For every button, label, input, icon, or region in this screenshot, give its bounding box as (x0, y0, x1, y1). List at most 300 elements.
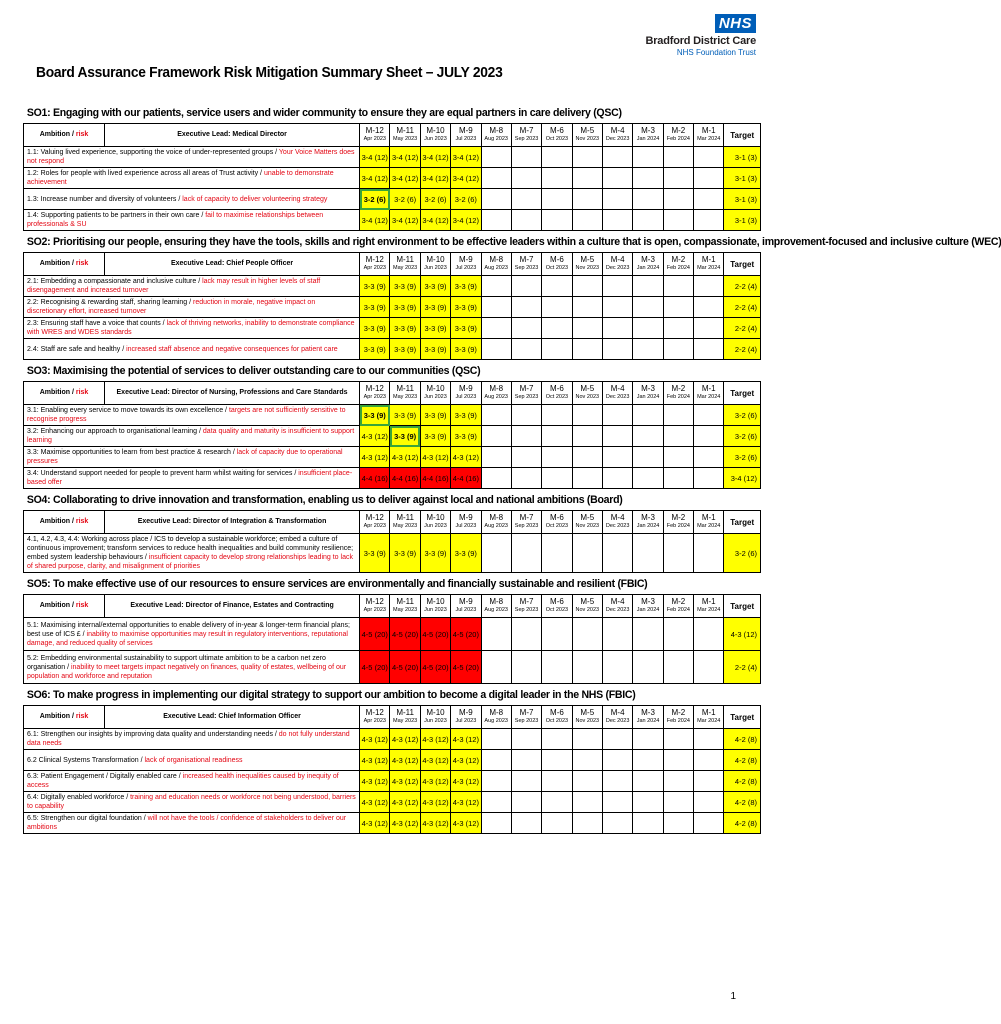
month-code: M-6 (550, 513, 564, 522)
objective-text: 3.3: Maximise opportunities to learn from best practice & research / (27, 449, 237, 456)
risk-text: data quality and maturity is insufficient to support learning (27, 428, 355, 444)
risk-description (24, 276, 360, 297)
risk-score (633, 468, 663, 489)
month-header (602, 382, 632, 405)
risk-table (23, 381, 761, 489)
risk-score (602, 729, 632, 750)
month-date: Jul 2023 (455, 607, 477, 613)
objective-text: 6.5: Strengthen our digital foundation / (27, 815, 148, 822)
risk-score: 4-3 (12) (360, 792, 390, 813)
risk-score: 4-5 (20) (420, 651, 450, 684)
risk-score (633, 651, 663, 684)
risk-score (633, 276, 663, 297)
risk-score (572, 468, 602, 489)
month-code: M-12 (365, 708, 384, 717)
risk-score (542, 210, 572, 231)
month-header (542, 124, 572, 147)
risk-score (481, 813, 511, 834)
risk-text: lack of capacity due to operational pressures (27, 449, 343, 465)
target-score: 4-2 (8) (724, 729, 761, 750)
risk-score: 3-3 (9) (420, 297, 450, 318)
target-score: 2-2 (4) (724, 276, 761, 297)
risk-score (481, 189, 511, 210)
risk-score: 4-3 (12) (451, 447, 481, 468)
risk-score (602, 771, 632, 792)
month-code: M-11 (396, 513, 414, 522)
risk-description (24, 189, 360, 210)
risk-score: 4-3 (12) (360, 750, 390, 771)
risk-score (602, 210, 632, 231)
month-code: M-3 (641, 597, 655, 606)
risk-score (602, 792, 632, 813)
risk-score (694, 534, 724, 573)
month-code: M-7 (519, 513, 534, 522)
target-header: Target (724, 595, 761, 618)
risk-row (24, 297, 761, 318)
month-header (481, 706, 511, 729)
month-header (572, 124, 602, 147)
risk-score: 4-4 (16) (420, 468, 450, 489)
month-code: M-12 (365, 126, 384, 135)
month-date: Nov 2023 (575, 265, 600, 271)
risk-text: lack of organisational readiness (144, 756, 243, 764)
nhs-logo-mark: NHS (715, 14, 756, 33)
risk-score (542, 447, 572, 468)
month-code: M-6 (550, 708, 564, 717)
risk-score: 3-3 (9) (360, 318, 390, 339)
risk-score (542, 276, 572, 297)
month-header (663, 706, 693, 729)
risk-score (572, 168, 602, 189)
month-code: M-12 (365, 513, 384, 522)
ambition-label-cell (24, 595, 105, 617)
month-date: Mar 2024 (697, 265, 721, 271)
risk-description (24, 447, 360, 468)
risk-row (24, 651, 761, 684)
ambition-label-cell (24, 511, 105, 533)
month-header (542, 706, 572, 729)
month-header (360, 124, 390, 147)
risk-score (633, 792, 663, 813)
section-heading: SO6: To make progress in implementing our digital strategy to support our ambition to become a digital leader in the NHS (FBIC) (26, 689, 636, 701)
risk-score: 3-3 (9) (451, 405, 481, 426)
month-code: M-6 (550, 384, 564, 393)
target-score: 3-2 (6) (724, 426, 761, 447)
header-row (24, 595, 761, 618)
month-header (451, 382, 481, 405)
risk-score (694, 147, 724, 168)
month-date: Dec 2023 (605, 607, 630, 613)
month-header (390, 124, 420, 147)
month-header (481, 253, 511, 276)
risk-score: 3-3 (9) (360, 339, 390, 360)
risk-score (663, 339, 693, 360)
month-date: Dec 2023 (605, 718, 630, 724)
month-header (360, 511, 390, 534)
month-code: M-12 (365, 384, 384, 393)
month-code: M-3 (641, 384, 655, 393)
risk-score: 4-3 (12) (420, 813, 450, 834)
objective-text: 6.2 Clinical Systems Transformation / (27, 756, 145, 764)
month-date: Apr 2023 (363, 523, 386, 529)
risk-score (542, 651, 572, 684)
header-row (24, 253, 761, 276)
month-date: Apr 2023 (363, 718, 386, 724)
target-score: 2-2 (4) (724, 651, 761, 684)
month-header (390, 595, 420, 618)
target-header: Target (724, 253, 761, 276)
risk-score: 3-3 (9) (390, 297, 420, 318)
objective-text: 2.3: Ensuring staff have a voice that counts / (27, 320, 167, 327)
month-code: M-2 (671, 597, 686, 606)
risk-score (633, 147, 663, 168)
month-date: Mar 2024 (697, 394, 721, 400)
risk-score (694, 276, 724, 297)
month-header (420, 511, 450, 534)
risk-score: 3-3 (9) (420, 339, 450, 360)
month-date: Jul 2023 (455, 394, 477, 400)
risk-score (694, 426, 724, 447)
month-header (511, 253, 541, 276)
month-header (420, 253, 450, 276)
month-code: M-4 (610, 513, 625, 522)
risk-score (511, 318, 541, 339)
risk-score: 3-4 (12) (360, 210, 390, 231)
month-date: Sep 2023 (514, 607, 539, 613)
month-code: M-5 (580, 126, 595, 135)
risk-score (694, 750, 724, 771)
risk-row (24, 534, 761, 573)
objective-text: 2.4: Staff are safe and healthy / (27, 345, 127, 353)
risk-score: 4-3 (12) (420, 729, 450, 750)
risk-score (481, 426, 511, 447)
month-code: M-10 (426, 126, 445, 135)
target-score: 4-2 (8) (724, 750, 761, 771)
risk-text: inability to maximise opportunities may result in regulatory interventions, reputational damage, and reduced quality of services (27, 630, 348, 647)
risk-score (602, 168, 632, 189)
month-date: Dec 2023 (605, 523, 630, 529)
risk-table (23, 252, 761, 360)
month-header (694, 253, 724, 276)
month-code: M-4 (610, 597, 625, 606)
month-code: M-11 (396, 597, 414, 606)
risk-score (511, 189, 541, 210)
risk-text: insufficient capacity to develop strong relationships leading to lack of shared purpose, clarity, and misalignment of priorities (27, 554, 353, 570)
risk-description (24, 729, 360, 750)
ambition-risk-header (24, 124, 360, 147)
risk-score: 4-3 (12) (451, 729, 481, 750)
risk-score (572, 447, 602, 468)
month-header (360, 706, 390, 729)
month-code: M-2 (671, 126, 686, 135)
objective-text: 2.2: Recognising & rewarding staff, sharing learning / (27, 299, 194, 306)
month-code: M-1 (701, 384, 716, 393)
risk-score (663, 276, 693, 297)
month-date: Jul 2023 (455, 718, 477, 724)
month-header (572, 382, 602, 405)
risk-score: 4-3 (12) (360, 426, 390, 447)
risk-score (602, 189, 632, 210)
month-code: M-11 (396, 255, 414, 264)
month-header (360, 595, 390, 618)
target-score: 4-2 (8) (724, 813, 761, 834)
risk-row (24, 147, 761, 168)
ambition-risk-header (24, 595, 360, 618)
month-header (663, 124, 693, 147)
month-code: M-6 (550, 126, 564, 135)
month-code: M-2 (671, 708, 686, 717)
month-header (572, 253, 602, 276)
executive-lead: Executive Lead: Medical Director (177, 131, 287, 138)
risk-score (694, 318, 724, 339)
risk-score (542, 339, 572, 360)
risk-description (24, 168, 360, 189)
risk-score (481, 534, 511, 573)
month-date: Apr 2023 (363, 607, 386, 613)
risk-score (572, 792, 602, 813)
risk-score (633, 729, 663, 750)
ambition-label: Ambition / (39, 602, 74, 609)
risk-text: targets are not sufficiently sensitive to recognise progress (27, 407, 346, 423)
month-header (511, 595, 541, 618)
risk-score: 3-2 (6) (360, 189, 390, 210)
risk-table (23, 594, 761, 684)
month-date: Apr 2023 (363, 136, 386, 142)
target-score: 3-1 (3) (724, 147, 761, 168)
objective-text: 6.1: Strengthen our insights by improving data quality and understanding needs / (27, 731, 279, 738)
month-date: Nov 2023 (575, 523, 600, 529)
risk-score: 4-3 (12) (451, 750, 481, 771)
risk-score: 4-3 (12) (451, 792, 481, 813)
risk-score: 3-4 (12) (390, 168, 420, 189)
risk-score (542, 147, 572, 168)
risk-description (24, 339, 360, 360)
risk-row (24, 426, 761, 447)
month-code: M-5 (580, 597, 595, 606)
risk-score (511, 276, 541, 297)
target-score: 3-1 (3) (724, 168, 761, 189)
risk-score: 3-3 (9) (390, 405, 420, 426)
month-header (451, 511, 481, 534)
month-header (663, 382, 693, 405)
risk-score (481, 168, 511, 189)
risk-score (694, 771, 724, 792)
risk-score (481, 210, 511, 231)
risk-score: 3-4 (12) (451, 147, 481, 168)
month-date: Jul 2023 (455, 523, 477, 529)
month-code: M-7 (519, 384, 534, 393)
risk-row (24, 405, 761, 426)
month-date: Sep 2023 (514, 265, 539, 271)
month-date: Sep 2023 (514, 394, 539, 400)
month-date: May 2023 (393, 136, 418, 142)
risk-text: insufficient place-based offer (27, 470, 353, 486)
month-code: M-3 (641, 255, 655, 264)
risk-score: 4-5 (20) (360, 651, 390, 684)
risk-score (481, 468, 511, 489)
risk-text: inability to meet targets impact negatively on finances, quality of estates, wellbeing of our population and workforce and reputation (27, 663, 347, 680)
risk-score: 4-5 (20) (360, 618, 390, 651)
nhs-logo (616, 14, 756, 57)
ambition-label-cell (24, 706, 105, 728)
target-score: 2-2 (4) (724, 339, 761, 360)
objective-text: 3.4: Understand support needed for people to prevent harm whilst waiting for services / (27, 470, 299, 477)
risk-score (663, 792, 693, 813)
month-header (633, 706, 663, 729)
risk-score: 4-3 (12) (451, 813, 481, 834)
month-header (390, 253, 420, 276)
month-date: Dec 2023 (605, 136, 630, 142)
month-code: M-1 (701, 708, 716, 717)
month-header (602, 511, 632, 534)
risk-score (572, 771, 602, 792)
risk-score (542, 813, 572, 834)
risk-score (694, 189, 724, 210)
risk-score: 3-4 (12) (451, 168, 481, 189)
risk-score (663, 771, 693, 792)
risk-score: 3-3 (9) (420, 318, 450, 339)
section-heading: SO5: To make effective use of our resources to ensure services are environmentally and financially sustainable and resilient (FBIC) (26, 578, 648, 590)
risk-score (481, 651, 511, 684)
risk-label: risk (73, 260, 89, 267)
ambition-label-cell (24, 124, 105, 146)
month-date: Jun 2023 (424, 718, 447, 724)
risk-description (24, 468, 360, 489)
month-date: May 2023 (393, 265, 418, 271)
risk-score (663, 168, 693, 189)
risk-score (511, 750, 541, 771)
ambition-risk-header (24, 706, 360, 729)
risk-score (602, 534, 632, 573)
risk-score (481, 297, 511, 318)
executive-lead: Executive Lead: Chief Information Officer (163, 713, 301, 720)
risk-score (481, 276, 511, 297)
risk-score (663, 534, 693, 573)
month-header (602, 706, 632, 729)
month-header (511, 124, 541, 147)
risk-description (24, 297, 360, 318)
executive-lead: Executive Lead: Director of Nursing, Professions and Care Standards (116, 389, 348, 396)
ambition-label: Ambition / (39, 260, 74, 267)
risk-score (572, 750, 602, 771)
month-date: Oct 2023 (545, 523, 569, 529)
risk-score (633, 813, 663, 834)
risk-text: lack of thriving networks, inability to demonstrate compliance with WRES and WDES standards (27, 320, 355, 336)
objective-text: 1.4: Supporting patients to be partners in their own care / (27, 212, 206, 219)
month-date: Dec 2023 (605, 394, 630, 400)
org-name: Bradford District Care (645, 35, 756, 47)
month-header (511, 706, 541, 729)
ambition-risk-header (24, 382, 360, 405)
risk-score (542, 168, 572, 189)
month-date: Aug 2023 (484, 265, 508, 271)
month-date: Aug 2023 (484, 523, 508, 529)
risk-score: 4-4 (16) (451, 468, 481, 489)
risk-text: training and education needs or workforce not being understood, barriers to capability (27, 794, 356, 810)
risk-score (511, 468, 541, 489)
risk-score (663, 297, 693, 318)
target-score: 3-1 (3) (724, 210, 761, 231)
month-header (420, 595, 450, 618)
risk-score (542, 426, 572, 447)
objective-text: 6.4: Digitally enabled workforce / (27, 794, 131, 801)
risk-description (24, 318, 360, 339)
risk-description (24, 147, 360, 168)
risk-score (511, 651, 541, 684)
risk-score (602, 618, 632, 651)
risk-score (572, 534, 602, 573)
risk-text: fail to maximise relationships between professionals & SU (27, 212, 324, 228)
risk-score (481, 147, 511, 168)
month-code: M-10 (426, 513, 445, 522)
month-code: M-9 (458, 708, 473, 717)
month-date: Sep 2023 (514, 523, 539, 529)
month-code: M-9 (458, 126, 473, 135)
month-date: Feb 2024 (666, 718, 690, 724)
month-date: Jun 2023 (424, 136, 447, 142)
month-date: Mar 2024 (697, 523, 721, 529)
risk-score (511, 297, 541, 318)
risk-description (24, 792, 360, 813)
risk-score (542, 297, 572, 318)
ambition-label: Ambition / (39, 131, 74, 138)
page-number: 1 (730, 991, 736, 1002)
risk-row (24, 750, 761, 771)
month-date: Nov 2023 (575, 607, 600, 613)
objective-text: 1.2: Roles for people with lived experience across all areas of Trust activity / (27, 170, 264, 177)
risk-score (633, 210, 663, 231)
month-date: May 2023 (393, 394, 418, 400)
month-code: M-4 (610, 708, 625, 717)
risk-score: 3-3 (9) (360, 405, 390, 426)
objective-text: 2.1: Embedding a compassionate and inclusive culture / (27, 278, 203, 285)
objective-text: 5.2: Embedding environmental sustainability to support ultimate ambition to be a carbon net zero organisation / (27, 654, 326, 671)
month-date: Mar 2024 (697, 136, 721, 142)
month-code: M-3 (641, 126, 655, 135)
ambition-label: Ambition / (39, 389, 74, 396)
header-row (24, 382, 761, 405)
target-score: 4-3 (12) (724, 618, 761, 651)
month-date: Sep 2023 (514, 718, 539, 724)
risk-description (24, 813, 360, 834)
risk-score (572, 339, 602, 360)
month-date: Feb 2024 (666, 265, 690, 271)
risk-score (542, 534, 572, 573)
risk-score: 4-5 (20) (390, 618, 420, 651)
risk-text: will not have the tools / confidence of stakeholders to deliver our ambitions (27, 815, 347, 831)
month-header (694, 124, 724, 147)
month-date: Oct 2023 (545, 718, 569, 724)
risk-row (24, 318, 761, 339)
month-header (390, 511, 420, 534)
month-code: M-11 (396, 384, 414, 393)
month-header (542, 595, 572, 618)
month-header (420, 382, 450, 405)
month-header (572, 595, 602, 618)
risk-score: 4-3 (12) (390, 447, 420, 468)
risk-score (694, 729, 724, 750)
month-code: M-11 (396, 708, 414, 717)
month-header (602, 124, 632, 147)
risk-summary (23, 102, 1001, 834)
ambition-label: Ambition / (39, 713, 74, 720)
target-score: 3-1 (3) (724, 189, 761, 210)
target-score: 3-2 (6) (724, 405, 761, 426)
month-header (451, 124, 481, 147)
risk-score (572, 210, 602, 231)
risk-text: increased staff absence and negative consequences for patient care (126, 345, 338, 353)
risk-score (602, 405, 632, 426)
